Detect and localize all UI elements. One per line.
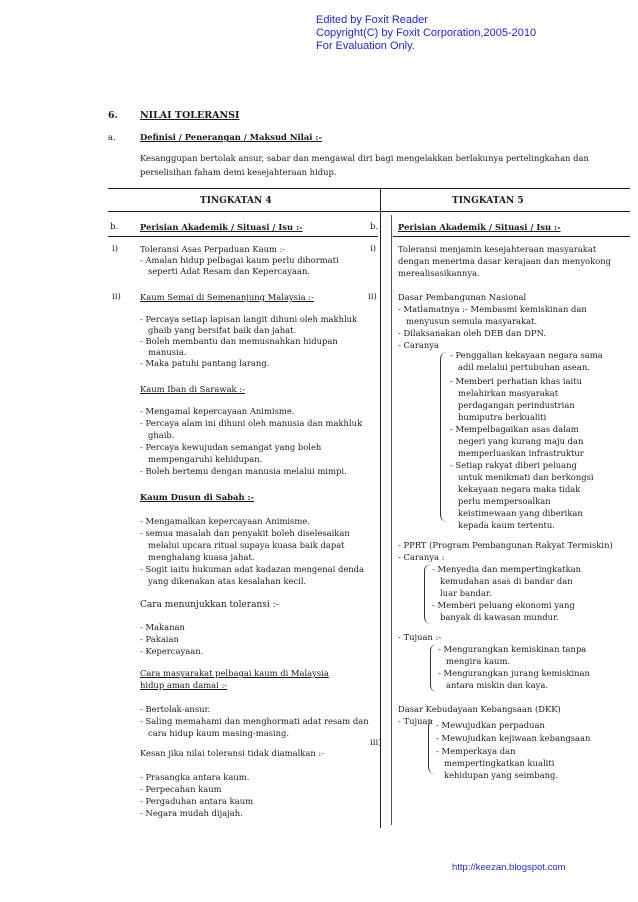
left-text: - Percaya setiap lapisan langit dihuni oleh makhluk xyxy=(140,314,358,324)
definition-line: perselisihan faham demi kesejahteraan hidup. xyxy=(140,167,337,177)
watermark-line: Copyright(C) by Foxit Corporation,2005-2010 xyxy=(316,27,537,39)
right-text: kekayaan negara maka tidak xyxy=(458,484,581,494)
left-heading: Perisian Akademik / Situasi / Isu :- xyxy=(140,222,303,232)
right-text: - Mewujudkan perpaduan xyxy=(436,720,545,730)
left-text: - Bertolak-ansur. xyxy=(140,704,211,714)
left-label-i: i) xyxy=(112,244,119,254)
right-text: - Tujuan :- xyxy=(398,632,442,642)
left-text: seperti Adat Resam dan Kepercayaan. xyxy=(148,266,311,276)
right-subheading: Dasar Kebudayaan Kebangsaan (DKK) xyxy=(398,704,561,714)
left-text: - Pergaduhan antara kaum xyxy=(140,796,254,806)
sub-title: Definisi / Penerangan / Maksud Nilai :- xyxy=(140,132,322,142)
left-heading-underline xyxy=(108,236,378,237)
left-text: - Percaya kewujudan semangat yang boleh xyxy=(140,442,322,452)
table-top-border xyxy=(108,188,630,189)
right-text: - Mempelbagaikan asas dalam xyxy=(450,424,579,434)
right-text: kemudahan asas di bandar dan xyxy=(440,576,573,586)
left-subheading: Cara menunjukkan toleransi :- xyxy=(140,600,279,610)
right-text: - Mengurangkan jurang kemiskinan xyxy=(438,668,590,678)
right-text: - Matlamatnya :- Membasmi kemiskinan dan xyxy=(398,304,587,314)
right-text: luar bandar. xyxy=(440,588,492,598)
definition-line: Kesanggupan bertolak ansur, sabar dan mengawal diri bagi mengelakkan berlakunya pertelingkahan dan xyxy=(140,153,589,163)
right-text: - Caranya : xyxy=(398,552,445,562)
right-text: - PPRT (Program Pembangunan Rakyat Termiskin) xyxy=(398,540,613,550)
right-text: Toleransi menjamin kesejahteraan masyarakat xyxy=(398,244,597,254)
right-text: - Memberi peluang ekonomi yang xyxy=(432,600,575,610)
left-text: - Kepercayaan. xyxy=(140,646,204,656)
table-header-border xyxy=(108,211,630,212)
brace xyxy=(430,644,437,692)
left-text: - Mengamalkan kepercayaan Animisme. xyxy=(140,516,310,526)
right-text: kepada kaum tertentu. xyxy=(458,520,555,530)
left-text: cara hidup kaum masing-masing. xyxy=(148,728,290,738)
right-text: - Menyedia dan mempertingkatkan xyxy=(432,564,582,574)
right-text: - Memperkaya dan xyxy=(436,746,516,756)
left-subheading: Kesan jika nilai toleransi tidak diamalkan :- xyxy=(140,748,325,758)
left-text: - Perpecahan kaum xyxy=(140,784,222,794)
column-divider-inner xyxy=(391,215,392,825)
left-text: - Boleh bertemu dengan manusia melalui mimpi. xyxy=(140,466,347,476)
left-text: - Saling memahami dan menghormati adat resam dan xyxy=(140,716,369,726)
right-text: perlu mempersoalkan xyxy=(458,496,551,506)
left-subheading: Cara masyarakat pelbagai kaum di Malaysia xyxy=(140,668,329,678)
right-text: - Setiap rakyat diberi peluang xyxy=(450,460,577,470)
left-text: - semua masalah dan penyakit boleh diselesaikan xyxy=(140,528,350,538)
right-text: - Penggalian kekayaan negara sama xyxy=(450,350,603,360)
left-text: - Sogit iaitu hukuman adat kadazan mengenai denda xyxy=(140,564,365,574)
left-subheading: Kaum Semai di Semenanjung Malaysia :- xyxy=(140,292,314,302)
right-text: mengira kaum. xyxy=(446,656,511,666)
left-subheading: hidup aman damai :- xyxy=(140,680,228,690)
left-text: - Prasangka antara kaum. xyxy=(140,772,250,782)
right-text: antara miskin dan kaya. xyxy=(446,680,548,690)
right-text: melahirkan masyarakat xyxy=(458,388,559,398)
right-text: keistimewaan yang diberikan xyxy=(458,508,583,518)
right-text: memperluaskan infrastruktur xyxy=(458,448,584,458)
right-label-i: i) xyxy=(370,244,377,254)
left-text: - Negara mudah dijajah. xyxy=(140,808,243,818)
left-text: melalui upcara ritual supaya kuasa baik dapat xyxy=(148,540,345,550)
left-column-header: TINGKATAN 4 xyxy=(200,196,272,206)
right-text: adil melalui pertubuhan asean. xyxy=(458,362,590,372)
left-text: - Boleh membantu dan memusnahkan hidupan xyxy=(140,336,338,346)
section-title: NILAI TOLERANSI xyxy=(140,110,240,121)
right-text: perdagangan perindustrian xyxy=(458,400,575,410)
right-column-header: TINGKATAN 5 xyxy=(452,196,524,206)
right-label-ii: ii) xyxy=(368,292,377,302)
right-text: mempertingkatkan kualiti xyxy=(444,758,555,768)
right-label-iii: iii) xyxy=(370,738,382,748)
left-text: Toleransi Asas Perpaduan Kaum :- xyxy=(140,244,286,254)
left-text: - Makanan xyxy=(140,622,185,632)
column-divider xyxy=(380,188,381,828)
right-text: - Mewujudkan kejiwaan kebangsaan xyxy=(436,733,591,743)
left-text: - Amalan hidup pelbagai kaum perlu dihormati xyxy=(140,255,339,265)
right-text: menyusun semula masyarakat. xyxy=(406,316,538,326)
left-text: - Pakaian xyxy=(140,634,179,644)
watermark xyxy=(316,14,536,53)
left-label-b: b. xyxy=(110,222,119,232)
right-text: merealisasikannya. xyxy=(398,268,480,278)
right-heading-underline xyxy=(393,236,630,237)
right-heading: Perisian Akademik / Situasi / Isu :- xyxy=(398,222,561,232)
left-text: manusia. xyxy=(148,347,187,357)
right-text: negeri yang kurang maju dan xyxy=(458,436,584,446)
footer-link[interactable]: http://keezan.blogspot.com xyxy=(452,862,566,873)
right-text: - Caranya xyxy=(398,340,440,350)
right-subheading: Dasar Pembangunan Nasional xyxy=(398,292,527,302)
left-text: ghaib yang bersifat baik dan jahat. xyxy=(148,325,297,335)
right-text: banyak di kawasan mundur. xyxy=(440,612,559,622)
right-text: - Tujuan xyxy=(398,716,433,726)
brace xyxy=(440,352,447,522)
left-text: yang dikenakan atas kesalahan kecil. xyxy=(148,576,307,586)
left-text: - Percaya alam ini dihuni oleh manusia dan makhluk xyxy=(140,418,363,428)
left-text: menghalang kuasa jahat. xyxy=(148,552,255,562)
section-number: 6. xyxy=(108,110,118,121)
left-label-ii: ii) xyxy=(112,292,121,302)
left-subheading: Kaum Iban di Sarawak :- xyxy=(140,384,245,394)
right-text: kehidupan yang seimbang. xyxy=(444,770,559,780)
left-text: ghaib. xyxy=(148,430,175,440)
left-subheading: Kaum Dusun di Sabah :- xyxy=(140,492,255,502)
right-text: - Mengurangkan kemiskinan tanpa xyxy=(438,644,587,654)
brace xyxy=(424,564,431,624)
right-text: dengan menerima dasar kerajaan dan menyokong xyxy=(398,256,611,266)
watermark-line: For Evaluation Only. xyxy=(316,40,415,52)
sub-label: a. xyxy=(108,132,116,142)
right-text: bumiputra berkualiti xyxy=(458,412,547,422)
brace xyxy=(428,720,435,774)
right-text: untuk menikmati dan berkongsi xyxy=(458,472,594,482)
right-label-b: b. xyxy=(370,222,379,232)
left-text: mempengaruhi kehidupan. xyxy=(148,454,263,464)
left-text: - Mengamal kepercayaan Animisme. xyxy=(140,406,295,416)
right-text: - Dilaksanakan oleh DEB dan DPN. xyxy=(398,328,547,338)
watermark-line: Edited by Foxit Reader xyxy=(316,14,428,26)
right-text: - Memberi perhatian khas iaitu xyxy=(450,376,582,386)
left-text: - Maka patuhi pantang larang. xyxy=(140,358,270,368)
